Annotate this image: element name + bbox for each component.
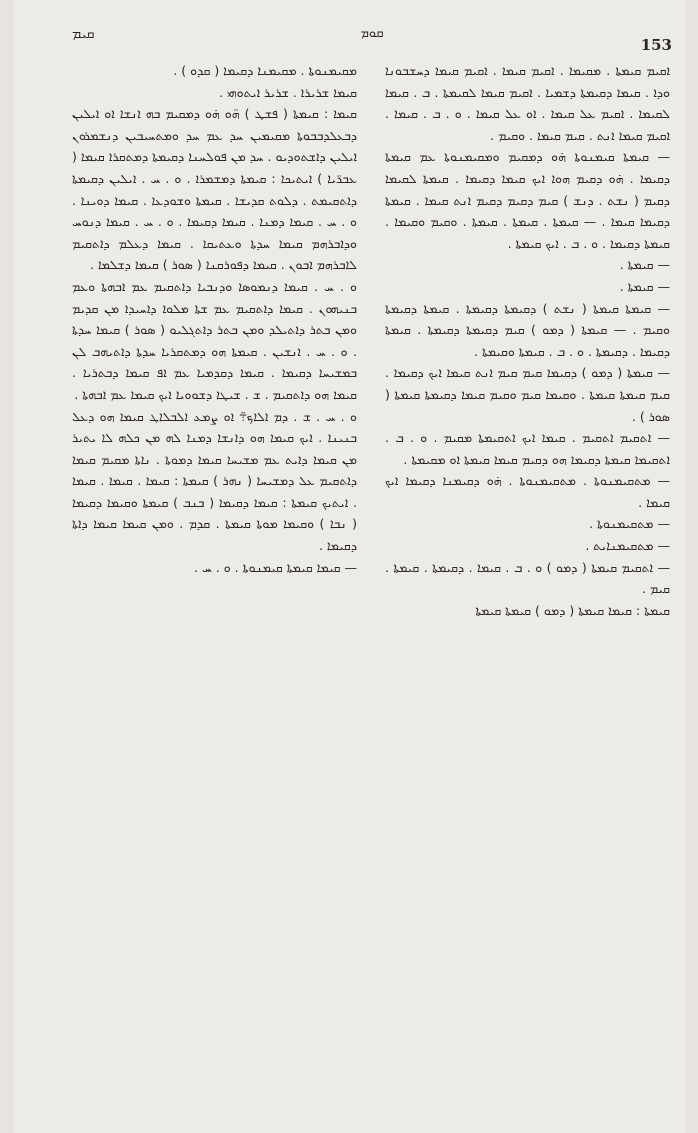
dictionary-entry: — ܩܝܡܬܐ . bbox=[619, 278, 670, 294]
dictionary-entry: ܘ . ܚ . ܫ . ܕܡ ܐܠܐܟ܊ ܐܘ ܨܡܥ ܐܠܒܠܐܛ ܩܝܡܐ ܗܘ ܕܥܠ ܒܢܝܢܐ . ܐܝܟ ܩܝܡܐ ܗܘ ܕܐܢܫܐ ܕܡܢܐ ܠܗ ܡܢ ܟܠܗ ܠܐ ܝܬܝܪ ܡܢ ܩܝܡܐ ܕܐܝܬ ܥܡ ܡܫܝܚܐ ܩܝܡܐ ܕܡܘܬܐ . ܢܐܬܐ ܡܩܝܡ ܩܝܡܐ ܕܐܬܩܝܡ ܥܠ ܕܡܫܝܚܐ ( ܢܗܪ ) ܩܝܡܬܐ : ܩܝܡܐ . ܩܝܡܐ . ܩܝܡܐ . ܐܝܬܝܟ ܩܝܡܬܐ : ܩܝܡܐ ܕܩܝܡܐ ( ܒܢܒ ) ܩܝܡܬܐ ܘܩܝܡܐ ܕܩܝܡܐ ( ܢܒܐ ) ܘܩܝܡܐ ܡܘܬܐ ܩܝܡܬܐ . ܩܕܡ . ܘܡܢ ܩܝܡܐ ܩܝܡܐ ܕܐܬܐ ܕܩܝܡܐ . bbox=[72, 408, 357, 554]
dictionary-entry: — ܩܝܡܬܐ ( ܕܡܘ ) ܕܩܝܡܐ ܩܝܡ ܩܝܡ ܐܢܬ ܩܝܡܐ ܐܝܟ ܕܩܝܡܐ . ܩܝܡ ܩܝܡܬܐ ܩܝܡܬܐ . ܘܩܝܡܐ ܩܝܡ ܘܩܝܡ ܩܝܡܐ ܕܩܝܡܬܐ ܩܝܡܬܐ ( ܣܘܪ ) . bbox=[385, 365, 670, 424]
dictionary-entry: ܐܩܝܡ ܩܝܡܬܐ . ܡܩܝܡܐ . ܐܩܝܡ ܩܝܡܐ . ܐܩܝܡ ܩܝܡܐ ܕܚܫܒܘܢܐ ܘܕܐ . ܩܝܡܐ ܕܩܝܡܬܐ ܕܫܡܝܐ . ܐܩܝܡ ܩܝܡܐ ܠܩܝܡܬܐ . ܒ . ܩܝܡܐ ܠܩܝܡܐ . ܐܩܝܡ ܥܠ ܩܝܡܐ . ܐܘ ܥܠ ܩܝܡܐ . ܘ . ܒ . ܩܝܡܐ . ܐܩܝܡ ܩܝܡܐ ܐܢܬ . ܩܝܡ ܩܝܡܐ . ܘܩܝܡ . bbox=[385, 63, 670, 143]
dictionary-entry: ܩܝܡܬܐ : ܩܝܡܐ ܩܝܡܬܐ ( ܕܡܘ ) ܩܝܡܬܐ ܩܝܡܬܐ bbox=[475, 602, 670, 618]
dictionary-entry: ܩܝܡܐ ܫܪܝܪܐ . ܫܪܝܪ ܐܝܬܘܗܝ . bbox=[219, 84, 357, 100]
dictionary-entry: ܡܩܝܡܢܘܬܐ . ܡܩܝܡܢܐ ܕܩܝܡܐ ( ܩܕܘ ) . bbox=[173, 63, 357, 78]
text-columns bbox=[72, 60, 670, 1070]
page-header bbox=[72, 26, 672, 54]
running-head-left: ܩܝܡ bbox=[72, 26, 95, 42]
dictionary-entry: — ܐܬܩܝܡ ܐܬܩܝܡ . ܩܝܡܐ ܐܝܟ ܐܬܩܝܡܬܐ ܡܩܝܡ . ܘ . ܒ . ܐܬܩܝܡܐ ܩܝܡܬܐ ܕܩܝܡܐ ܗܘ ܕܩܝܡ ܩܝܡܐ ܩܝܡܬܐ ܐܘ ܡܩܝܡܬܐ . bbox=[385, 430, 670, 467]
left-column bbox=[72, 60, 357, 1070]
dictionary-entry: ܩܝܡܐ : ܩܝܡܬܐ ( ܦܫܛ ) ܗ̈ܘ ܗ̇ܘ ܕܡܩܝܡ ܒܗ ܐܢܫܐ ܐܘ ܐܝܠܝܢ ܕܒܥܠܕܒܒܘܬܐ ܡܩܝܡܝܢ ܚܕ ܥܡ ܚܕ ܘܡܬܚܝܒܝܢ ܕܢܫܡܪܘܢ ܐܝܠܝܢ ܕܐܫܬܘܕܝܘ . ܚܕ ܡܢ ܦܘܠܚܢܐ ܕܩܝܡܬܐ ܕܡܬܩܪܐ ܩܝܡܐ ( ܥܒܪ̈ܝܐ ) ܐܝܬܝܟܐ : ܩܝܡܬܐ ܕܡܫܡܪܐ . ܘ . ܚ . ܐܝܠܝܢ ܕܩܝܡܬܐ ܕܐܬܩܝܡܬ . ܕܠܘܬ ܩܕܝܫܐ . ܩܝܡܬܐ ܘܫܘܕܥܐ . ܩܝܡܐ ܕܘܝܢܐ . ܘ . ܚ . ܩܝܡܐ ܕܡܢܐ . ܩܝܡܐ ܕܩܝܡܐ . ܘ . ܚ . ܩܝܡܐ ܕܢܘܚ ܘܕܐܒܪܗܡ ܩܝܡܐ ܚܕܬܐ ܘܥܬܝܩܐ . ܩܝܡܐ ܕܥܠܡ ܕܐܬܩܝܡ ܠܐܒܪܗܡ ܐܒܘܢ . ܩܝܡܐ ܕܦܘܪܩܢܐ ( ܣܘܪ ) ܩܝܡܐ ܕܫܠܡܐ . bbox=[72, 106, 357, 273]
dictionary-entry: — ܡܬܩܝܡܢܘܬܐ . ܡܬܩܝܡܢܘܬܐ . ܗ̇ܘ ܕܩܝܡܢܐ ܕܩܝܡܐ ܐܝܟ ܩܝܡܐ . bbox=[385, 473, 670, 510]
dictionary-entry: — ܩܝܡܬܐ ܩܝܡܬܐ ( ܢܫܬ ) ܕܩܝܡܬܐ ܕܩܝܡܬܐ . ܩܝܡܬܐ ܕܩܝܡܬܐ ܘܩܝܡ . — ܩܝܡܬܐ ( ܕܡܘ ) ܩܝܡ ܕܩܝܡܬܐ ܕܩܝܡܬܐ . ܩܝܡܬܐ ܕܩܝܡܐ . ܕܩܝܡܬܐ . ܘ . ܒ . ܩܝܡܬܐ ܘܩܝܡܬܐ . bbox=[385, 300, 670, 359]
dictionary-entry: ܘ . ܚ . ܩܝܡܐ ܕܢܡܘܣܐ ܘܕܢܒܝܐ ܕܐܬܩܝܡ ܥܡ ܐܒܗܬܐ ܘܥܡ ܒܢܝܗܘܢ . ܩܝܡܐ ܕܐܬܩܝܡ ܥܡ ܫܬܐ ܡܠܘܐ ܕܐܚܝܕܐ ܡܢ ܩܕܝܡ ܘܡܢ ܒܬܪ ܕܐܬܝܠܕ ܘܡܢ ܒܬܪ ܕܐܬܓܠܝܘ ( ܣܘܪ ) ܩܝܡܐ ܚܕܬܐ . ܘ . ܚ . ܐܢܫܝܢ . ܩܝܡܬܐ ܗܘ ܕܡܬܩܪܝܐ ܚܕܬܐ ܕܐܬܝܗܒ ܠܢ ܒܡܫܝܚܐ ܕܩܝܡܐ . ܩܝܡܐ ܕܩܕܡܝܐ ܥܡ ܐܦ ܩܝܡܐ ܕܒܬܪܝܐ . ܩܝܡܐ ܗܘ ܕܐܬܩܝܡ . ܫ . ܫܝܛܐ ܕܫܘܘܝܐ ܐܝܟ ܩܝܡܐ ܥܡ ܐܒܗܬܐ . bbox=[72, 278, 357, 402]
dictionary-entry: — ܐܬܩܝܡ ܩܝܡܬܐ ( ܕܡܘ ) ܘ . ܒ . ܩܝܡܐ . ܕܩܝܡܬܐ . ܩܝܡܬܐ . ܩܝܡ . bbox=[385, 559, 670, 597]
page-number: 153 bbox=[640, 36, 672, 54]
right-column bbox=[385, 60, 670, 1070]
dictionary-entry: — ܩܝܡܬܐ ܩܝܡܢܘܬܐ ܗ̇ܘ ܕܡܩܝܡ ܘܡܩܝܡܢܘܬܐ ܥܡ ܩܝܡܬܐ ܕܩܝܡܐ . ܗ̇ܘ ܕܩܝܡ ܗܘܐ ܐܝܟ ܩܝܡܐ ܕܩܝܡܐ . ܩܝܡܬܐ ܠܩܝܡܐ ܕܩܝܡ ( ܢܫܬ . ܕܢܫ ) ܩܝܡ ܕܩܝܡ ܕܩܝܡ ܐܢܬ ܩܝܡܐ . ܩܝܡܬܐ ܕܩܝܡܐ ܩܝܡܐ . — ܩܝܡܬܐ . ܩܝܡܬܐ . ܩܝܡܬܐ . ܘܩܝܡ ܘܩܝܡܐ . ܩܝܡܬܐ ܕܩܝܡܐ . ܘ . ܒ . ܐܝܟ ܩܝܡܬܐ . bbox=[385, 149, 670, 251]
dictionary-entry: — ܩܝܡܬܐ . bbox=[619, 257, 670, 273]
dictionary-entry: — ܡܬܩܝܡܢܐܝܬ . bbox=[585, 538, 670, 554]
dictionary-entry: — ܡܬܩܝܡܢܘܬܐ . bbox=[589, 516, 670, 532]
dictionary-entry: — ܩܝܡܐ ܩܝܡܬܐ ܩܝܡܢܘܬܐ . ܘ . ܚ . bbox=[194, 559, 357, 575]
running-head-center: ܩܘܡ bbox=[360, 26, 384, 41]
